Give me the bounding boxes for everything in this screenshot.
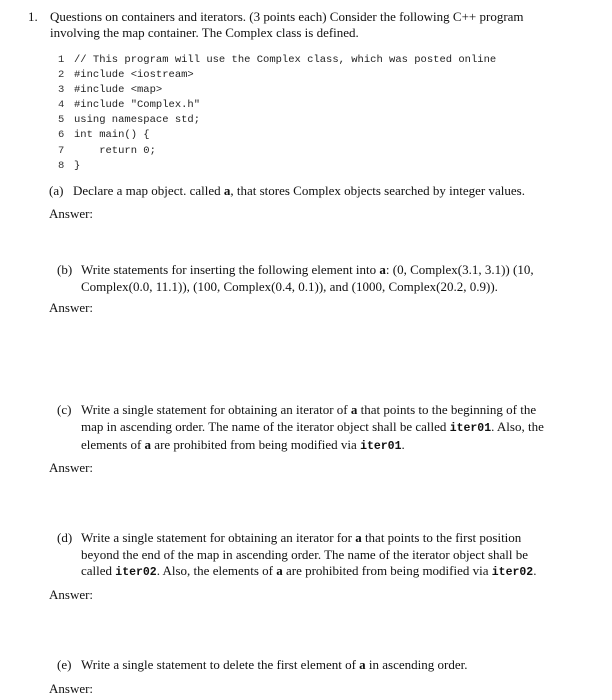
code-line-text: using namespace std; [74, 114, 201, 127]
iter01-code: iter01 [449, 421, 492, 435]
answer-label-c: Answer: [49, 460, 94, 475]
part-e-text: Write a single statement to delete the first element of a in ascending order. [81, 657, 468, 672]
code-line-text: #include "Complex.h" [74, 99, 201, 112]
part-b-label: (b) [57, 262, 73, 277]
iter01-code: iter01 [360, 440, 402, 453]
part-d-text: Write a single statement for obtaining an iterator for a that points to the first position beyond the end of the map in ascending order. The name of the iterator object shall be called iter02. Also, the elements of a are prohibited from being modified via iter02. [81, 530, 537, 579]
code-line-number: 5 [58, 114, 65, 127]
code-line-text: #include <map> [74, 84, 163, 97]
part-b [57, 262, 537, 295]
code-line-number: 2 [58, 69, 65, 82]
part-a [49, 183, 569, 200]
code-line-number: 7 [58, 144, 65, 157]
code-line [58, 83, 496, 98]
code-line [58, 128, 496, 143]
part-d-label: (d) [57, 530, 73, 545]
part-c [57, 402, 545, 456]
code-line-text: int main() { [74, 129, 150, 142]
iter02-code: iter02 [115, 566, 157, 579]
code-listing [58, 53, 496, 174]
iter02-code: iter02 [491, 566, 534, 579]
code-line-number: 1 [58, 54, 65, 66]
question-number: 1. [28, 9, 38, 24]
part-b-text: Write statements for inserting the following element into a: (0, Complex(3.1, 3.1)) (10, Complex(0.0, 11.1)), (100, Complex(0.4, 0.1)), and (1000, Complex(20.2, 0.9)). [81, 262, 534, 294]
part-a-text: Declare a map object. called a, that stores Complex objects searched by integer values. [73, 183, 525, 198]
question-text: Questions on containers and iterators. (3 points each) Consider the following C++ program involving the map container. The Complex class is defined. [50, 9, 524, 40]
part-c-text: Write a single statement for obtaining an iterator of a that points to the beginning of the map in ascending order. The name of the iterator object shall be called iter01. Also, the elements of a are prohibited from being modified via iter01. [81, 402, 544, 453]
code-line [58, 53, 496, 68]
part-c-label: (c) [57, 402, 72, 417]
code-line-text: #include <iostream> [74, 69, 194, 82]
code-line-text: return 0; [74, 144, 156, 157]
code-line [58, 159, 496, 174]
code-line-number: 8 [58, 159, 65, 172]
code-line-text: } [74, 159, 81, 172]
part-e-label: (e) [57, 657, 72, 672]
code-line [58, 144, 496, 159]
answer-label-d: Answer: [49, 587, 94, 602]
code-line-text: // This program will use the Complex class, which was posted online [74, 54, 497, 66]
code-line [58, 113, 496, 128]
part-d [57, 530, 547, 582]
answer-label-a: Answer: [49, 206, 94, 221]
code-line-number: 3 [58, 84, 65, 97]
code-line [58, 68, 496, 83]
code-line [58, 98, 496, 113]
code-line-number: 4 [58, 99, 65, 112]
question-header [28, 9, 568, 41]
answer-label-e: Answer: [49, 681, 94, 696]
part-e [57, 657, 557, 674]
code-line-number: 6 [58, 129, 65, 142]
answer-label-b: Answer: [49, 300, 94, 315]
part-a-label: (a) [49, 183, 64, 198]
